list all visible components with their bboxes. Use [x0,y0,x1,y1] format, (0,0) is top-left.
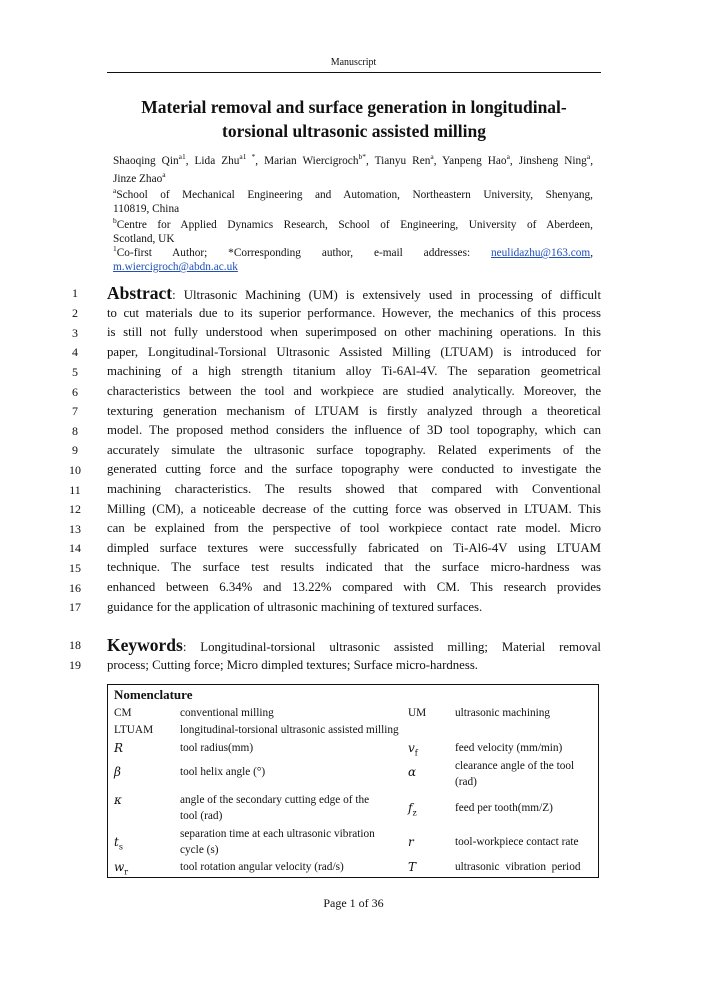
line-number: 12 [69,502,81,516]
definition: ultrasonic vibration period [455,861,581,873]
affil-b-line-2: Scotland, UK [113,233,175,245]
title-line-1: Material removal and surface generation in longitudinal- [141,97,567,117]
definition: cycle (s) [180,844,219,856]
definition: feed velocity (mm/min) [455,742,563,754]
author-affil-mark: a [506,152,510,162]
author-affil-mark: a [430,152,434,162]
author: Shaoqing Qin [113,155,179,167]
running-header: Manuscript [330,57,377,68]
keywords-text: : Longitudinal-torsional ultrasonic assisted milling; Material removal [182,640,601,654]
line-number: 3 [72,326,78,340]
keywords-line: process; Cutting force; Micro dimpled textures; Surface micro-hardness. [107,657,479,672]
abstract-line: technique. The surface test results indicated that the surface micro-hardness was [107,560,601,575]
line-number: 19 [69,658,81,672]
abstract-line [107,284,601,304]
symbol-subscript: s [118,842,123,852]
abstract-line: is still not fully understood when superimposed on other machining operations. In this [107,325,601,340]
abstract-line: machining of a high strength titanium alloy Ti-6Al-4V. The separation geometrical [107,364,601,379]
author-affil-mark: a [586,152,591,162]
symbol: α [408,765,417,779]
symbol-subscript: f [414,748,418,758]
line-number: 2 [72,306,78,320]
abstract-heading: Abstract [107,283,173,303]
line-number: 16 [69,581,81,595]
email-link-zhu[interactable]: neulidazhu@163.com [491,247,591,259]
definition: longitudinal-torsional ultrasonic assisted milling [180,724,399,736]
line-number: 9 [72,443,78,457]
symbol [408,801,417,820]
author: Tianyu Ren [374,155,431,167]
header-rule [107,72,601,73]
author: Jinsheng Ning [518,155,587,167]
symbol-base: t [114,835,119,849]
symbol: CM [114,707,132,719]
affiliation-a [113,188,593,216]
author-line-2 [113,170,593,188]
author: Lida Zhu [194,155,240,167]
line-number: 5 [72,365,78,379]
abstract-line: model. The proposed method considers the influence of 3D tool topography, which can [107,423,601,438]
line-number: 11 [69,483,81,497]
symbol-subscript: z [412,808,417,818]
abstract-text: : Ultrasonic Machining (UM) is extensively used in processing of difficult [172,288,601,302]
symbol: LTUAM [114,724,154,736]
line-number: 7 [72,404,78,418]
line-number: 13 [69,522,81,536]
symbol [408,741,418,760]
line-number: 17 [69,600,81,614]
author-affil-mark: a1 * [239,152,256,162]
author-affil-mark: b* [358,152,366,162]
symbol-subscript: r [124,867,129,877]
abstract-line: to cut materials due to its superior performance. However, the mechanics of this process [107,305,601,320]
email-link-wiercigroch[interactable]: m.wiercigroch@abdn.ac.uk [113,261,238,273]
author: Yanpeng Hao [442,155,507,167]
nomenclature-table [107,684,599,878]
page-footer: Page 1 of 36 [323,896,384,910]
abstract-line: machining characteristics. The results showed that compared with Conventional [107,481,601,496]
abstract-line: guidance for the application of ultrasonic machining of textured surfaces. [107,599,483,614]
title-line-2: torsional ultrasonic assisted milling [222,121,486,141]
definition: tool-workpiece contact rate [455,836,579,848]
definition: ultrasonic machining [455,707,551,719]
corresponding-note: $^1$Co-first Author; *Corresponding author, e-mail addresses: neulidazhu@163.com, m.wiercigroch@abdn.ac.uk [113,244,594,273]
symbol: κ [114,793,122,807]
line-number: 1 [72,286,78,300]
abstract-line: Milling (CM), a noticeable decrease of the cutting force was observed in LTUAM. This [107,501,601,516]
affiliation-b [113,218,593,246]
line-number: 14 [69,541,81,555]
abstract-line: texturing generation mechanism of LTUAM is firstly analyzed through a theoretical [107,403,601,418]
abstract-line: characteristics between the tool and workpiece are studied analytically. Moreover, the [107,383,601,398]
definition: clearance angle of the tool [455,760,575,772]
note-text: Co-first Author; *Corresponding author, e-mail addresses: [116,247,471,259]
symbol: T [408,860,417,874]
note-mark: 1 [113,244,117,254]
definition: tool helix angle (°) [180,766,266,778]
symbol-base: w [114,860,125,874]
keywords-heading: Keywords [107,635,183,655]
affil-mark: b [113,216,117,226]
definition: feed per tooth(mm/Z) [455,802,553,814]
line-number: 6 [72,385,78,399]
definition: conventional milling [180,707,274,719]
symbol-base: f [408,801,413,815]
definition: (rad) [455,776,477,788]
definition: tool rotation angular velocity (rad/s) [180,861,344,873]
definition: angle of the secondary cutting edge of the [180,794,370,806]
affil-mark: a [113,186,117,196]
line-number: 15 [69,561,81,575]
abstract-line: dimpled surface textures were successfully fabricated on Ti-Al6-4V using LTUAM [107,540,601,555]
line-number: 8 [72,424,78,438]
symbol: β [114,765,121,779]
keywords-line [107,636,601,656]
definition: tool radius(mm) [180,742,254,754]
symbol [114,860,128,879]
affil-a-line-2: 110819, China [113,203,180,215]
author-list [113,152,593,188]
author-affil-mark: a1 [178,152,186,162]
author: Jinze Zhao [113,173,163,185]
affil-b-line-1: Centre for Applied Dynamics Research, School of Engineering, University of Aberdeen, [116,219,593,231]
line-number: 18 [69,638,81,652]
abstract-line: accurately simulate the ultrasonic surface topography. Related experiments of the [107,442,601,457]
author: Marian Wiercigroch [264,155,359,167]
symbol [114,835,123,854]
abstract-line: generated cutting force and the surface topography were conducted to investigate the [107,462,601,477]
definition: separation time at each ultrasonic vibration [180,828,375,840]
line-number: 10 [69,463,81,477]
nomenclature-title: Nomenclature [114,687,193,702]
symbol: UM [408,707,427,719]
affil-a-line-1: School of Mechanical Engineering and Automation, Northeastern University, Shenyang, [116,189,593,201]
keywords-section [107,636,601,675]
paper-title [107,95,601,143]
author-line-1: Shaoqing Qin$^{a1}$, Lida Zhu$^{a1 *}$, Marian Wiercigroch$^{b*}$, Tianyu Ren$^a$, Yanpeng Hao$^a$, Jinsheng Ning$^a$, [113,152,594,167]
line-number: 4 [72,345,78,359]
symbol: r [408,835,414,849]
symbol-base: v [408,741,415,755]
abstract-line: enhanced between 6.34% and 13.22% compared with CM. This research provides [107,579,601,594]
author-affil-mark: a [162,170,166,180]
symbol: R [114,741,124,755]
abstract-line: can be explained from the perspective of tool workpiece contact rate model. Micro [107,521,601,536]
abstract-line: paper, Longitudinal-Torsional Ultrasonic Assisted Milling (LTUAM) is introduced for [107,344,601,359]
abstract-section [107,284,601,617]
definition: tool (rad) [180,810,223,822]
